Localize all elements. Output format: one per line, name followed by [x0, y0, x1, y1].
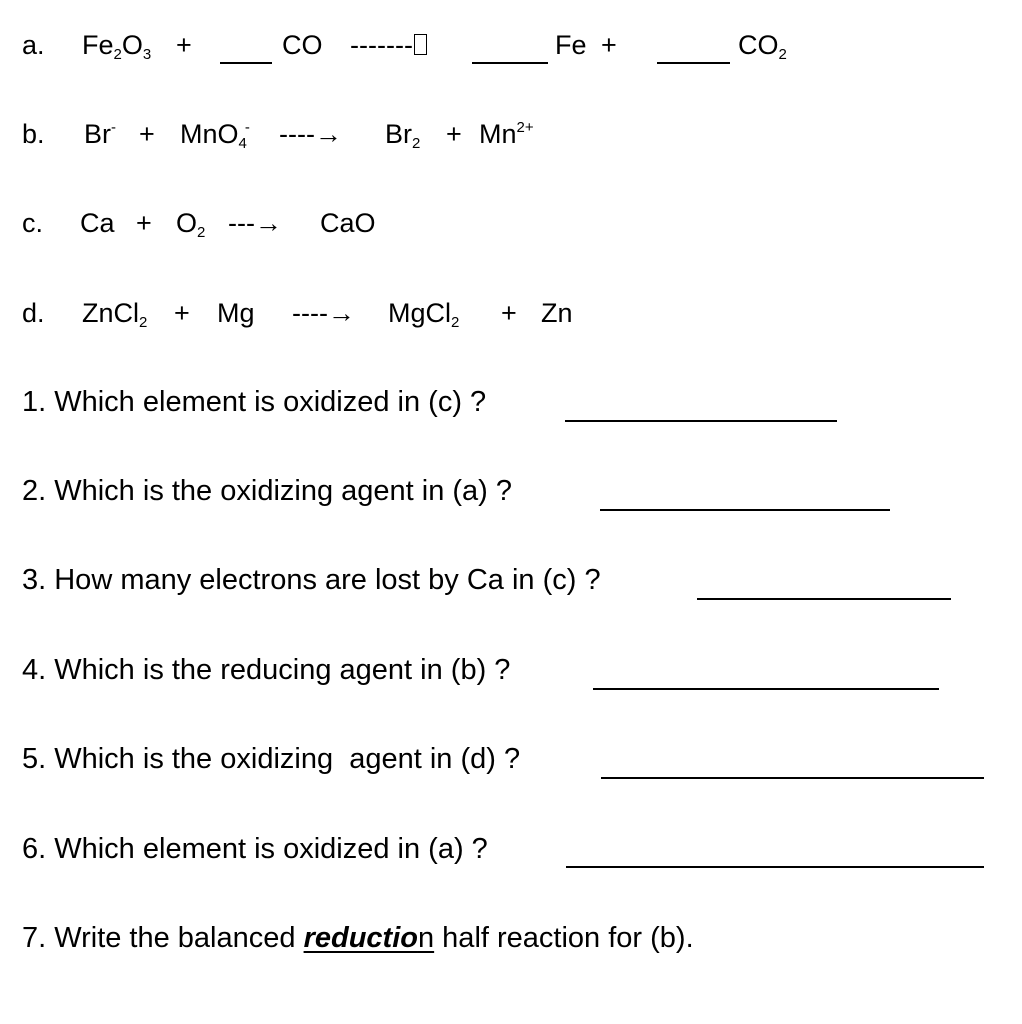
- reaction-arrow: ---→: [228, 208, 282, 238]
- reduction-emphasis: reductio: [303, 922, 418, 954]
- formula-fe2o3: $Fe_2O_3$: [82, 30, 152, 63]
- formula-co2: $CO_2$: [738, 30, 787, 63]
- question-3: [22, 564, 601, 597]
- answer-blank-6[interactable]: [566, 866, 984, 868]
- formula-o2: $O_2$: [176, 208, 206, 241]
- question-4: [22, 654, 510, 687]
- plus-sign: +: [139, 119, 155, 149]
- formula-mg: Mg: [217, 298, 255, 328]
- formula-mno4: MnO$_4$-: [180, 119, 250, 152]
- reaction-label: b.: [22, 119, 45, 149]
- reaction-arrow: ----→: [292, 298, 355, 328]
- reaction-label: a.: [22, 30, 45, 60]
- coefficient-blank[interactable]: [472, 62, 548, 64]
- formula-zn: Zn: [541, 298, 573, 328]
- plus-sign: +: [136, 208, 152, 238]
- answer-blank-1[interactable]: [565, 420, 837, 422]
- reaction-arrow: ----→: [279, 119, 342, 149]
- plus-sign: +: [501, 298, 517, 328]
- question-text: 1. Which element is oxidized in (c) ?: [22, 386, 487, 418]
- answer-blank-2[interactable]: [600, 509, 890, 511]
- question-text: 5. Which is the oxidizing agent in (d) ?: [22, 743, 521, 775]
- question-5: [22, 743, 520, 776]
- question-2: [22, 475, 512, 508]
- formula-mgcl2: MgCl$_2$: [388, 298, 460, 331]
- question-1: [22, 386, 486, 419]
- question-7: [22, 922, 694, 955]
- formula-br2: $Br_2$: [385, 119, 421, 152]
- question-text: 3. How many electrons are lost by Ca in (c) ?: [22, 564, 601, 596]
- reaction-label: d.: [22, 298, 45, 328]
- plus-sign: +: [176, 30, 192, 60]
- coefficient-blank[interactable]: [220, 62, 272, 64]
- reduction-emphasis-tail: n: [417, 922, 435, 954]
- question-text: 6. Which element is oxidized in (a) ?: [22, 833, 488, 865]
- question-6: [22, 833, 488, 866]
- question-text: 2. Which is the oxidizing agent in (a) ?: [22, 475, 513, 507]
- missing-glyph-box: [414, 34, 427, 55]
- formula-mn-ion: $Mn^{2+}$: [479, 119, 534, 149]
- answer-blank-4[interactable]: [593, 688, 939, 690]
- formula-co: CO: [282, 30, 323, 60]
- answer-blank-3[interactable]: [697, 598, 951, 600]
- formula-ca: Ca: [80, 208, 115, 238]
- formula-zncl2: ZnCl$_2$: [82, 298, 148, 331]
- answer-blank-5[interactable]: [601, 777, 984, 779]
- coefficient-blank[interactable]: [657, 62, 730, 64]
- plus-sign: +: [446, 119, 462, 149]
- plus-sign: +: [601, 30, 617, 60]
- reaction-arrow: -------: [350, 30, 427, 61]
- reaction-label: c.: [22, 208, 44, 238]
- question-text-prefix: 7. Write the balanced: [22, 922, 304, 954]
- formula-cao: CaO: [320, 208, 376, 238]
- question-text-suffix: half reaction for (b).: [434, 922, 694, 954]
- formula-br-ion: Br-: [84, 119, 116, 149]
- plus-sign: +: [174, 298, 190, 328]
- question-text: 4. Which is the reducing agent in (b) ?: [22, 654, 511, 686]
- formula-fe: Fe: [555, 30, 587, 60]
